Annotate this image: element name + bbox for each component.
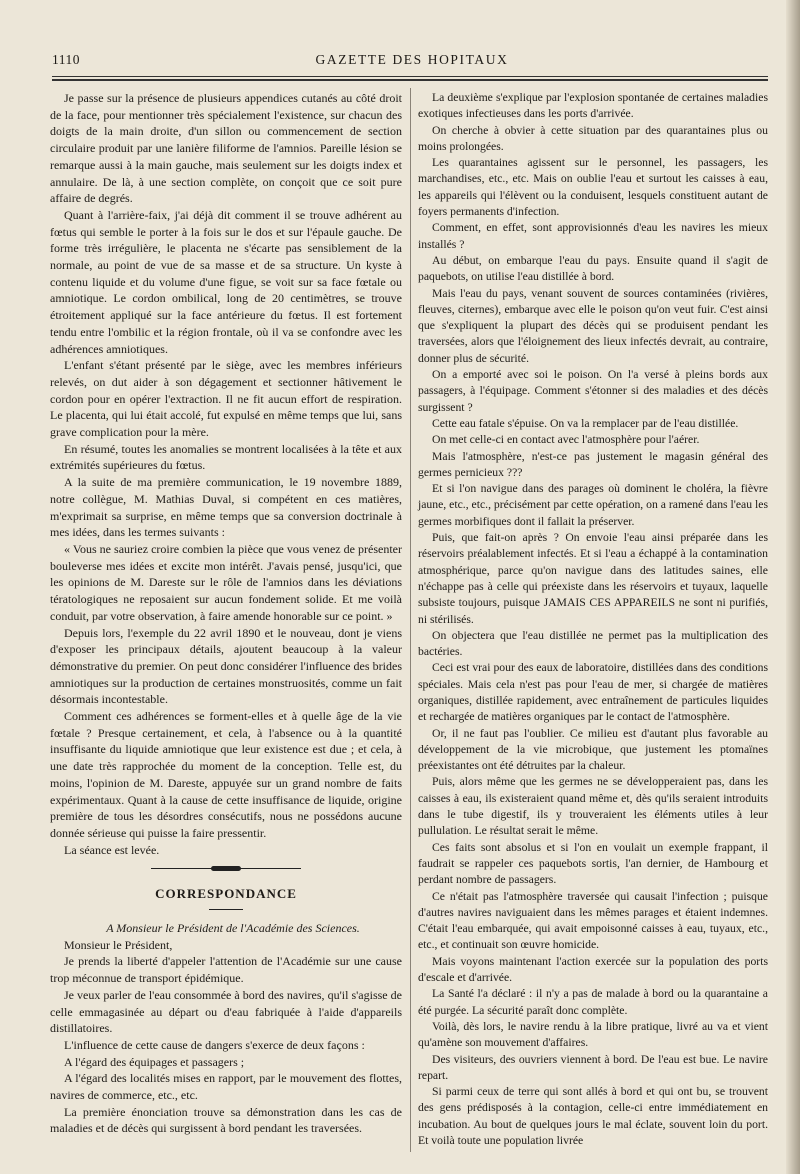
page-header: [52, 52, 772, 74]
paragraph: Puis, que fait-on après ? On envoie l'eau ainsi préparée dans les réservoirs préalablement infectés. Et si l'eau a échappé à la contamination atmosphérique, parce qu'on navigue dans des latitudes saines, elle n'échappe pas à celle qui préexiste dans les réservoirs et tuyaux, laquelle subsiste toujours, puisque JAMAIS CES APPAREILS ne sont ni purifiés, ni stérilisés.: [418, 531, 768, 626]
paragraph: On met celle-ci en contact avec l'atmosphère pour l'aérer.: [432, 433, 700, 447]
paragraph: A la suite de ma première communication, le 19 novembre 1889, notre collègue, M. Mathias Duval, si compétent en ces matières, m'exprimait sa surprise, en même temps que sa conversion doctrinale à mes idées, dans les termes suivants :: [50, 475, 402, 540]
paragraph: Mais voyons maintenant l'action exercée sur la population des ports d'escale et d'arrivée.: [418, 954, 768, 985]
page-number: 1110: [52, 52, 80, 67]
paragraph: Depuis lors, l'exemple du 22 avril 1890 et le nouveau, dont je viens d'exposer les principaux détails, ajoutent beaucoup à la valeur démonstrative du premier. On peut donc considérer l'influence des brides amniotiques sur la production de certaines monstruosités, comme un fait désormais incontestable.: [50, 625, 402, 707]
paragraph: Je prends la liberté d'appeler l'attention de l'Académie sur une cause trop méconnue de transport épidémique.: [50, 954, 402, 986]
header-rule: [52, 76, 768, 77]
paragraph: L'enfant s'étant présenté par le siège, avec les membres inférieurs relevés, on dut aider à son dégagement et sectionner hâtivement le cordon pour en opérer l'extraction. Il ne fit aucun effort de respiration. Le placenta, qui lui était accolé, fut expulsé en même temps que lui, sans grave complication pour la mère.: [50, 358, 402, 440]
section-heading: CORRESPONDANCE: [155, 886, 297, 902]
paragraph: La deuxième s'explique par l'explosion spontanée de certaines maladies exotiques infectieuses dans les ports d'arrivée.: [418, 91, 768, 121]
paragraph: La première énonciation trouve sa démonstration dans les cas de maladies et de décès qui surgissent à bord pendant les traversées.: [50, 1104, 402, 1136]
paragraph: Si parmi ceux de terre qui sont allés à bord et qui ont bu, se trouvent des gens prédisposés à la contagion, celle-ci entre immédiatement en incubation. Au bout de quelques jours le mal éclate, souvent loin du port. Et voilà toute une population livrée: [418, 1085, 768, 1147]
paragraph: Cette eau fatale s'épuise. On va la remplacer par de l'eau distillée.: [432, 416, 739, 430]
letter-addressee: A Monsieur le Président de l'Académie des Sciences.: [106, 921, 360, 936]
paragraph: En résumé, toutes les anomalies se montrent localisées à la tête et aux extrémités supérieures du fœtus.: [50, 441, 402, 473]
paragraph: On objectera que l'eau distillée ne permet pas la multiplication des bactéries.: [418, 628, 768, 659]
paragraph: Des visiteurs, des ouvriers viennent à bord. De l'eau est bue. Le navire repart.: [418, 1052, 768, 1082]
journal-title: GAZETTE DES HOPITAUX: [315, 52, 509, 67]
paragraph: Or, il ne faut pas l'oublier. Ce milieu est d'autant plus favorable au développement de la vie microbique, que justement les ptomaïnes préexistantes ont été détruites par la chaleur.: [418, 726, 768, 773]
paragraph: On a emporté avec soi le poison. On l'a versé à pleins bords aux passagers, à l'équipage. Comment s'étonner si des maladies et des décès surgissent ?: [418, 368, 768, 414]
paragraph: Je passe sur la présence de plusieurs appendices cutanés au côté droit de la face, pour mentionner très spécialement l'existence, sur chacun des doigts de la main droite, d'un sillon ou commencement de section circulaire produit par une lanière filiforme de l'amnios. Pareille lésion se remarque aussi à la main gauche, mais seulement sur les doigts index et annulaire. De là, à une section complète, on conçoit que ce soit pure affaire de degrés.: [50, 91, 402, 206]
paragraph: « Vous ne sauriez croire combien la pièce que vous venez de présenter bouleverse mes idées et excite mon intérêt. J'avais pensé, jusqu'ici, que les opinions de M. Dareste sur le rôle de l'amnios dans les déviations tératologiques ne reposaient sur aucun fondement solide. Et me voilà conduit, par votre observation, à faire amende honorable sur ce point. »: [50, 541, 402, 623]
paragraph: Au début, on embarque l'eau du pays. Ensuite quand il s'agit de paquebots, on utilise l'eau distillée à bord.: [418, 253, 768, 284]
paragraph: A l'égard des localités mises en rapport, par le mouvement des flottes, navires de commerce, etc., etc.: [50, 1071, 402, 1103]
column-divider: [410, 88, 411, 1152]
header-rule-thick: [52, 79, 768, 81]
paragraph: Mais l'eau du pays, venant souvent de sources contaminées (rivières, fleuves, citernes), embarque avec elle le poison qu'on veut fuir. C'est ainsi que s'expliquent la plupart des décès qui se produisent pendant les traversées, alors que l'éloignement des lieux infectés devrait, au contraire, donner plus de sécurité.: [418, 286, 768, 365]
section-ornament: [151, 866, 301, 872]
paragraph: Ceci est vrai pour des eaux de laboratoire, distillées dans des conditions spéciales. Mais cela n'est pas pour l'eau de mer, si chargée de matières organiques, distillée rapidement, avec entraînement de particules liquides et rechargée de matières organiques par le contact de l'atmosphère.: [418, 661, 768, 724]
paragraph: Ce n'était pas l'atmosphère traversée qui causait l'infection ; puisque d'autres navires naviguaient dans les mêmes parages et étaient indemnes. C'était l'eau embarquée, qui avait empoisonné caisses à eau, tuyaux, etc., etc., et continuait son œuvre homicide.: [418, 889, 768, 952]
paragraph: Quant à l'arrière-faix, j'ai déjà dit comment il se trouve adhérent au fœtus qui semble le porter à la fois sur le dos et sur l'épaule gauche. De forme très irrégulière, le placenta ne s'écarte pas sensiblement de la normale, au point de vue de sa masse et de sa structure. Un kyste à contenu liquide et du volume d'une figue, se voit sur sa face fœtale ou amniotique. Le cordon ombilical, long de 20 centimètres, se trouve étroitement appliqué sur la face antérieure du fœtus. Il est fortement tendu entre l'ombilic et la région frontale, où il va se confondre avec les adhérences amniotiques.: [50, 207, 402, 356]
paragraph: Monsieur le Président,: [64, 937, 173, 952]
paragraph: Je veux parler de l'eau consommée à bord des navires, qu'il s'agisse de celle emmagasinée au départ ou d'eau fabriquée à l'aide d'appareils distillatoires.: [50, 987, 402, 1036]
paragraph: Les quarantaines agissent sur le personnel, les passagers, les marchandises, etc., etc. Mais on oublie l'eau et surtout les caisses à eau, les appareils qui l'élèvent ou la conduisent, lesquels constituent autant de foyers permanents d'infection.: [418, 156, 768, 219]
paragraph: Voilà, dès lors, le navire rendu à la libre pratique, livré au va et vient qu'amène son mouvement d'affaires.: [418, 1019, 768, 1050]
paragraph: Ces faits sont absolus et si l'on en voulait un exemple frappant, il faudrait se rappeler ces paquebots sortis, l'an dernier, de Hambourg et perdant nombre de passagers.: [418, 840, 768, 887]
heading-rule: [209, 909, 243, 910]
paragraph: A l'égard des équipages et passagers ;: [64, 1054, 245, 1069]
left-column: [50, 90, 402, 1137]
paragraph: Comment ces adhérences se forment-elles et à quelle âge de la vie fœtale ? Presque certainement, et cela, à l'absence ou à la quantité insuffisante du liquide amniotique que leur existence est due ; et cela, à une date très rapprochée du moment de la conception. Telle est, du moins, l'opinion de M. Dareste, appuyée sur un grand nombre de faits expérimentaux. Quant à la cause de cette insuffisance de liquide, origine première de tous les désordres consécutifs, nous ne possédons aucune donnée sérieuse qui puisse la faire pressentir.: [50, 709, 402, 840]
paragraph: Comment, en effet, sont approvisionnés d'eau les navires les mieux installés ?: [418, 221, 768, 251]
page-edge-shadow: [786, 0, 800, 1174]
paragraph: Et si l'on navigue dans des parages où dominent le choléra, la fièvre jaune, etc., etc., précisément par cette opération, on a ramené dans l'eau les germes morbifiques dont il fallait la préserver.: [418, 482, 768, 528]
paragraph: L'influence de cette cause de dangers s'exerce de deux façons :: [64, 1037, 365, 1052]
paragraph: Puis, alors même que les germes ne se développeraient pas, dans les caisses à eau, ils existeraient quand même et, dès qu'ils seraient introduits dans le tube digestif, ils y trouveraient les éléments utiles à leur pullulation. Le résultat serait le même.: [418, 775, 768, 838]
paragraph: La Santé l'a déclaré : il n'y a pas de malade à bord ou la quarantaine a été purgée. La sécurité paraît donc complète.: [418, 987, 768, 1017]
paragraph: Mais l'atmosphère, n'est-ce pas justement le magasin général des germes pernicieux ???: [418, 449, 768, 479]
right-column: [418, 90, 768, 1149]
paragraph: On cherche à obvier à cette situation par des quarantaines plus ou moins prolongées.: [418, 123, 768, 153]
paragraph: La séance est levée.: [64, 842, 160, 857]
